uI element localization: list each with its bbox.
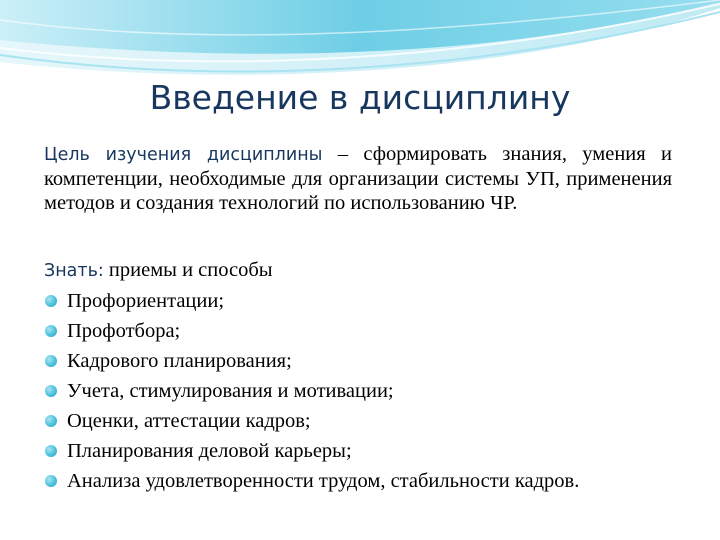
list-item: Профотбора; bbox=[44, 316, 684, 346]
bullet-icon bbox=[45, 325, 57, 337]
knowledge-intro: приемы и способы bbox=[103, 259, 273, 281]
bullet-icon bbox=[45, 415, 57, 427]
knowledge-list bbox=[44, 286, 684, 496]
bullet-icon bbox=[45, 385, 57, 397]
slide-title: Введение в дисциплину bbox=[149, 78, 571, 117]
knowledge-label: Знать: bbox=[44, 261, 104, 281]
list-item: Оценки, аттестации кадров; bbox=[44, 406, 684, 436]
goal-paragraph bbox=[44, 142, 672, 215]
list-item: Учета, стимулирования и мотивации; bbox=[44, 376, 684, 406]
knowledge-heading bbox=[44, 256, 684, 286]
goal-text: – сформировать знания, умения и компетенции, необходимые для организации системы УП, применения методов и создания технологий по использованию ЧР. bbox=[44, 143, 673, 214]
list-item: Профориентации; bbox=[44, 286, 684, 316]
list-item: Кадрового планирования; bbox=[44, 346, 684, 376]
bullet-icon bbox=[45, 295, 57, 307]
bullet-icon bbox=[45, 355, 57, 367]
knowledge-section bbox=[44, 256, 684, 496]
bullet-icon bbox=[45, 475, 57, 487]
bullet-icon bbox=[45, 445, 57, 457]
goal-lead: Цель изучения дисциплины bbox=[44, 145, 323, 165]
list-item: Анализа удовлетворенности трудом, стабильности кадров. bbox=[44, 466, 684, 496]
list-item: Планирования деловой карьеры; bbox=[44, 436, 684, 466]
